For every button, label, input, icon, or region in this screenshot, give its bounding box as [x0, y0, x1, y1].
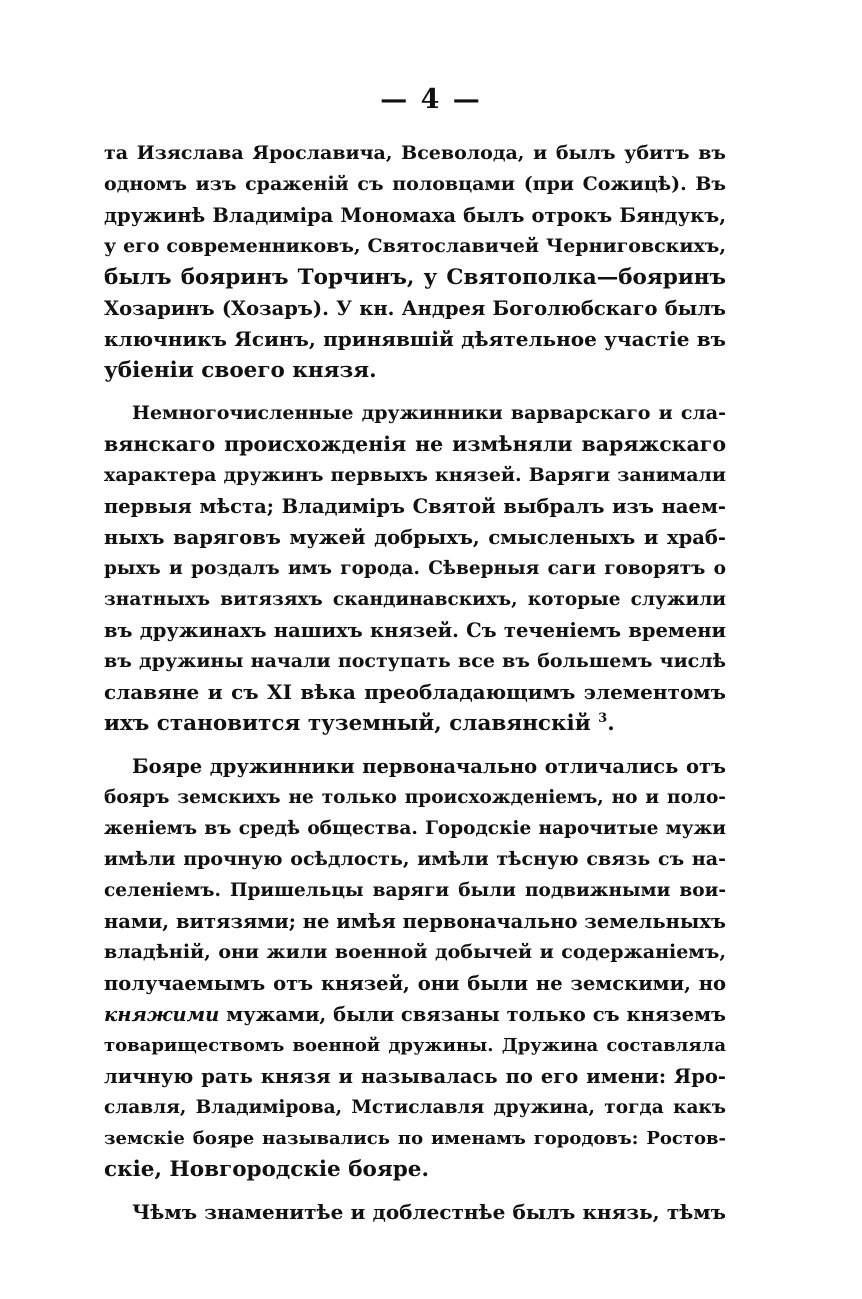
text-line	[104, 999, 726, 1030]
text-line: убіеніи своего князя.	[104, 358, 377, 383]
text-line: знатныхъ витязяхъ скандинавскихъ, которые служили	[104, 589, 726, 610]
text-line: Немногочисленные дружинники варварскаго и сла-	[132, 402, 726, 424]
text-line: земскіе бояре назывались по именамъ городовъ: Ростов-	[104, 1128, 726, 1149]
footnote-reference[interactable]: 3	[598, 710, 608, 726]
text-line: Бояре дружинники первоначально отличались отъ	[132, 755, 726, 778]
paragraph-1	[104, 138, 726, 386]
text-line: славля, Владимірова, Мстиславля дружина, тогда какъ	[104, 1097, 726, 1118]
text-line-content: мужами, были связаны только съ княземъ	[226, 1003, 726, 1026]
text-line: нами, витязями; не имѣя первоначально земельныхъ	[104, 910, 726, 933]
text-line: дружинѣ Владиміра Мономаха былъ отрокъ Бяндукъ,	[104, 204, 726, 227]
text-line: ключникъ Ясинъ, принявшій дѣятельное участіе въ	[104, 327, 726, 351]
text-line: личную рать князя и называлась по его имени: Яро-	[104, 1065, 726, 1088]
text-line: Хозаринъ (Хозаръ). У кн. Андрея Боголюбскаго былъ	[104, 297, 726, 320]
text-line: въ дружины начали поступать все въ большемъ числѣ	[104, 650, 726, 672]
text-line: скіе, Новгородскіе бояре.	[104, 1157, 429, 1182]
text-line: рыхъ и роздалъ имъ города. Сѣверныя саги говорятъ о	[104, 558, 726, 579]
text-line: та Изяслава Ярославича, Всеволода, и былъ убитъ въ	[104, 142, 726, 164]
text-line: характера дружинъ первыхъ князей. Варяги занимали	[104, 464, 726, 486]
text-line-content: ихъ становится туземный, славянскій	[104, 711, 591, 736]
text-line: женіемъ въ средѣ общества. Городскіе нарочитые мужи	[104, 818, 726, 839]
paragraph-gap	[104, 1185, 726, 1197]
text-line	[104, 708, 726, 739]
body-text	[104, 138, 726, 1228]
text-line: у его современниковъ, Святославичей Черниговскихъ,	[104, 235, 726, 257]
paragraph-gap	[104, 386, 726, 398]
footnote-punctuation: .	[607, 711, 615, 736]
paragraph-2	[104, 398, 726, 739]
paragraph-gap	[104, 739, 726, 751]
text-line: славяне и съ XI вѣка преобладающимъ элементомъ	[104, 680, 726, 704]
text-line: вянскаго происхожденія не измѣняли варяжскаго	[104, 432, 726, 456]
text-line: селеніемъ. Пришельцы варяги были подвижными вои-	[104, 880, 726, 901]
text-line: имѣли прочную осѣдлость, имѣли тѣсную связь съ на-	[104, 848, 726, 870]
text-line: товариществомъ военной дружины. Дружина составляла	[104, 1035, 726, 1056]
text-line: былъ бояринъ Торчинъ, у Святополка—бояринъ	[104, 265, 726, 290]
text-line: первыя мѣста; Владиміръ Святой выбралъ изъ наем-	[104, 495, 726, 518]
text-line: владѣній, они жили военной добычей и содержаніемъ,	[104, 941, 726, 963]
text-line: бояръ земскихъ не только происхожденіемъ, но и поло-	[104, 787, 726, 808]
text-line: ныхъ варяговъ мужей добрыхъ, смысленыхъ и храб-	[104, 526, 726, 549]
paragraph-4	[104, 1197, 726, 1228]
text-line: въ дружинахъ нашихъ князей. Съ теченіемъ времени	[104, 619, 726, 642]
page-number: — 4 —	[380, 84, 482, 115]
italic-word: княжими	[104, 1003, 220, 1026]
text-line: получаемымъ отъ князей, они были не земскими, но	[104, 972, 726, 995]
paragraph-3	[104, 751, 726, 1185]
text-line: одномъ изъ сраженій съ половцами (при Сожицѣ). Въ	[104, 173, 726, 195]
text-line: Чѣмъ знаменитѣе и доблестнѣе былъ князь, тѣмъ	[132, 1200, 726, 1224]
